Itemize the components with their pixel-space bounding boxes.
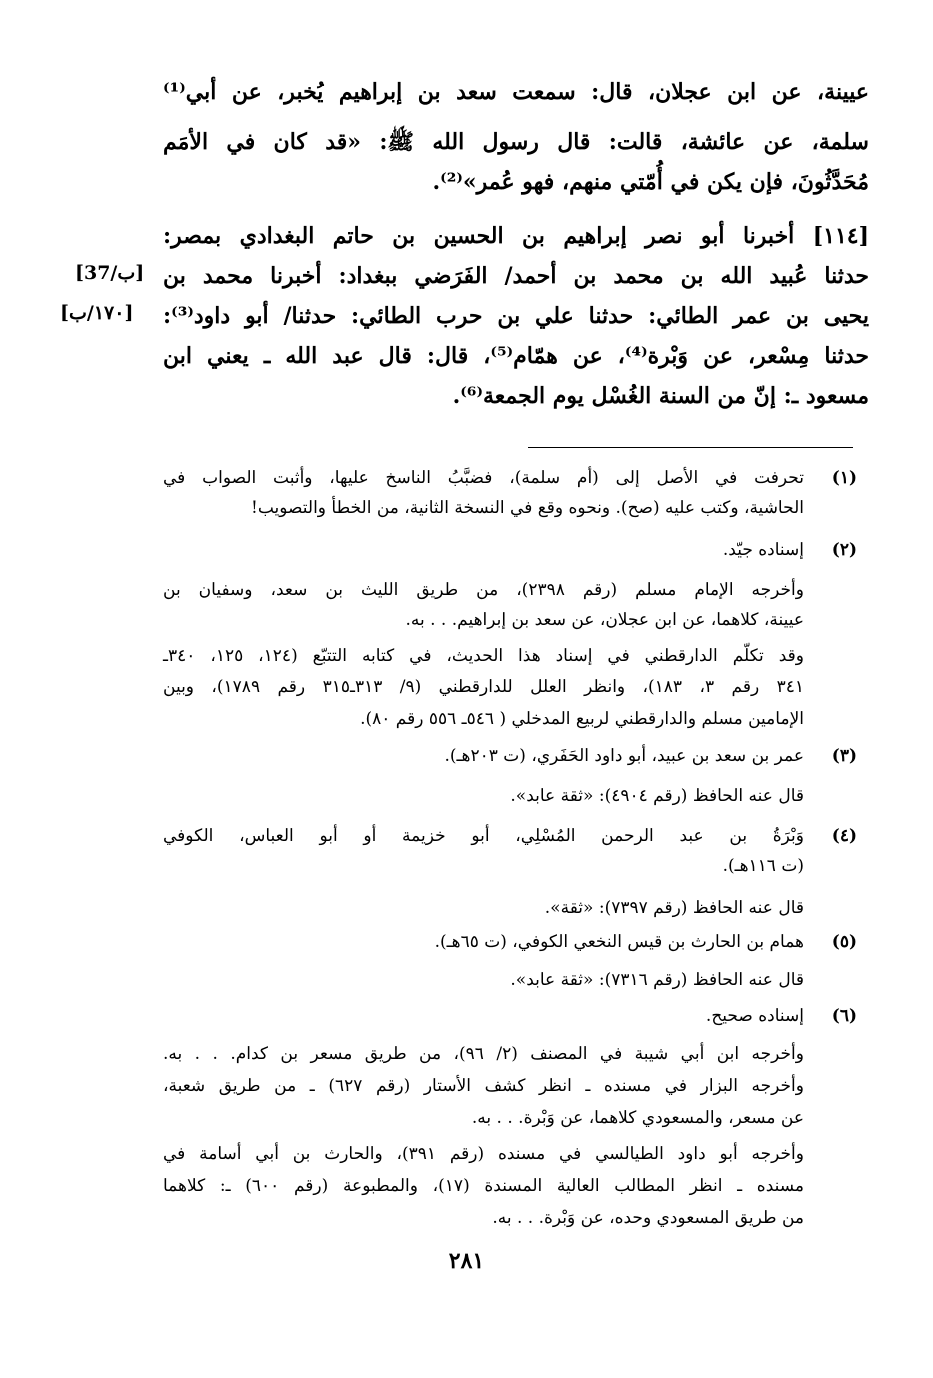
main-line-3: مُحَدَّثُونَ، فإن يكن في أُمّتي منهم، فهو عُمر»⁽²⁾. [432,169,869,195]
footnote-line: همام بن الحارث بن قيس النخعي الكوفي، (ت ٦٥هـ). [434,932,804,952]
footnote-line: ٣٤١ رقم ٣، ١٨٣)، وانظر العلل للدارقطني (٩/ ٣١٣ـ٣١٥ رقم ١٧٨٩)، وبين [163,677,805,697]
footnote-line: وقد تكلّم الدارقطني في إسناد هذا الحديث، في كتابه التتبّع (١٢٤، ١٢٥، ٣٤٠ـ [163,646,804,666]
margin-note-folio-170: [١٧٠/ب] [60,302,134,324]
footnote-line: الحاشية، وكتب عليه (صح). ونحوه وقع في النسخة الثانية، من الخطأ والتصويب! [250,498,804,518]
footnote-line: وأخرجه ابن أبي شيبة في المصنف (٢/ ٩٦)، من طريق مسعر بن كدام. . . به. [163,1044,804,1064]
footnote-line: عن مسعر، والمسعودي كلاهما، عن وَبْرة. . . به. [471,1108,804,1128]
main-line-7: حدثنا مِسْعر، عن وَبْرة⁽⁴⁾، عن همّام⁽⁵⁾، قال: قال عبد الله ـ يعني ابن [163,343,869,369]
main-line-6: يحيى بن عمر الطائي: حدثنا علي بن حرب الطائي: حدثنا/ أبو داود⁽³⁾: [163,303,869,329]
footnote-number: (٦) [831,1006,857,1026]
footnote-line: عيينة، كلاهما، عن ابن عجلان، عن سعد بن إبراهيم. . . به. [405,610,804,630]
main-line-2: سلمة، عن عائشة، قالت: قال رسول الله ﷺ: «قد كان في الأمَم [163,129,869,155]
footnote-line: (ت ١١٦هـ). [722,856,804,876]
footnote-line: الإمامين مسلم والدارقطني لربيع المدخلي ( ٥٤٦ـ ٥٥٦ رقم ٨٠). [360,709,804,729]
footnote-line: قال عنه الحافظ (رقم ٧٣١٦): «ثقة عابد». [510,970,804,990]
footnote-line: قال عنه الحافظ (رقم ٧٣٩٧): «ثقة». [544,898,804,918]
main-line-8: مسعود ـ: إنّ من السنة الغُسْل يوم الجمعة⁽⁶⁾. [452,383,869,409]
footnote-line: قال عنه الحافظ (رقم ٤٩٠٤): «ثقة عابد». [510,786,804,806]
footnote-number: (١) [831,468,857,488]
main-line-4: [١١٤] أخبرنا أبو نصر إبراهيم بن الحسين بن حاتم البغدادي بمصر: [163,223,869,249]
footnote-number: (٤) [831,826,857,846]
footnote-line: إسناده صحيح. [705,1006,804,1026]
main-line-1: عيينة، عن ابن عجلان، قال: سمعت سعد بن إبراهيم يُخبر، عن أبي⁽¹⁾ [163,79,869,105]
footnote-line: عمر بن سعد بن عبيد، أبو داود الحَفَري، (ت ٢٠٣هـ). [444,746,804,766]
page-number: ٢٨١ [448,1248,485,1274]
footnote-line: مسنده ـ انظر المطالب العالية المسندة (١٧)، والمطبوعة (رقم ٦٠٠) ـ: كلاهما [163,1176,805,1196]
footnote-line: وأخرجه الإمام مسلم (رقم ٢٣٩٨)، من طريق الليث بن سعد، وسفيان بن [163,580,804,600]
main-line-5: حدثنا عُبيد الله بن محمد بن أحمد/ الفَرَضي ببغداد: أخبرنا محمد بن [163,263,869,289]
footnote-number: (٥) [831,932,857,952]
footnote-line: وأخرجه أبو داود الطيالسي في مسنده (رقم ٣٩١)، والحارث بن أبي أسامة في [163,1144,804,1164]
footnote-separator [528,447,853,448]
footnote-line: من طريق المسعودي وحده، عن وَبْرة. . . به. [492,1208,804,1228]
footnote-line: تحرفت في الأصل إلى (أم سلمة)، فضبَّبُ الناسخ عليها، وأثبت الصواب في [163,468,804,488]
footnote-number: (٢) [831,540,857,560]
footnote-line: إسناده جيّد. [722,540,804,560]
margin-note-folio-37: [37/ب] [75,262,145,284]
footnote-number: (٣) [831,746,857,766]
footnote-line: وَبْرَةُ بن عبد الرحمن المُسْلِي، أبو خزيمة أو أبو العباس، الكوفي [163,826,804,846]
footnote-line: وأخرجه البزار في مسنده ـ انظر كشف الأستار (رقم ٦٢٧) ـ من طريق شعبة، [163,1076,804,1096]
